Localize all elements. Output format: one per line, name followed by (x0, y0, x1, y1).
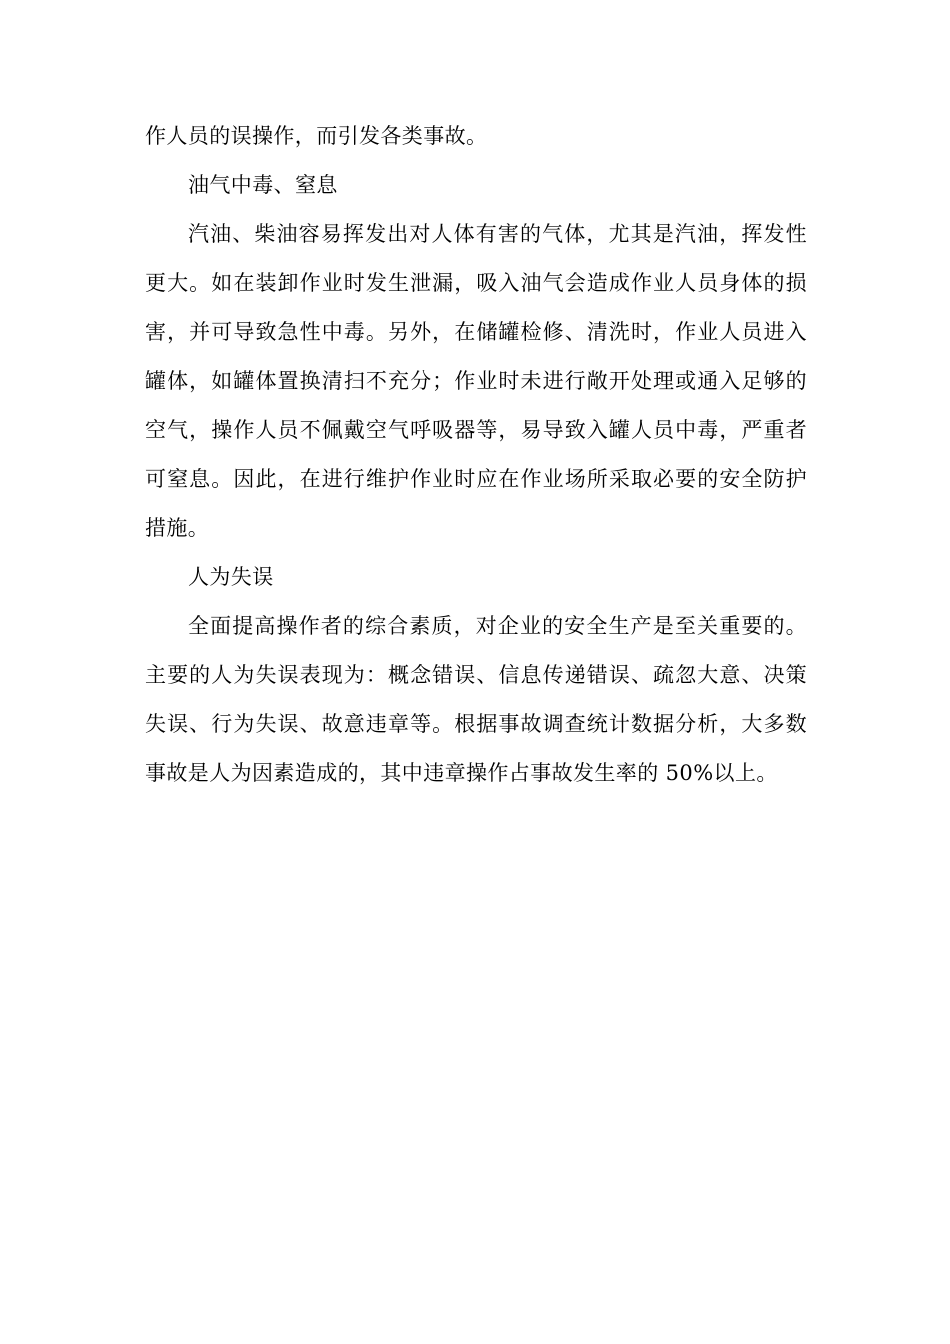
section-heading-human-error: 人为失误 (188, 565, 274, 589)
paragraph-line: 害，并可导致急性中毒。另外，在储罐检修、清洗时，作业人员进入 (145, 320, 807, 344)
paragraph-line: 罐体，如罐体置换清扫不充分；作业时未进行敞开处理或通入足够的 (145, 369, 807, 393)
paragraph-line: 事故是人为因素造成的，其中违章操作占事故发生率的 50%以上。 (145, 761, 778, 785)
paragraph-line: 可窒息。因此，在进行维护作业时应在作业场所采取必要的安全防护 (145, 467, 807, 491)
document-page (145, 112, 807, 798)
paragraph-line: 汽油、柴油容易挥发出对人体有害的气体，尤其是汽油，挥发性 (188, 222, 807, 246)
paragraph-line: 失误、行为失误、故意违章等。根据事故调查统计数据分析，大多数 (145, 712, 807, 736)
paragraph-line: 空气，操作人员不佩戴空气呼吸器等，易导致入罐人员中毒，严重者 (145, 418, 807, 442)
paragraph-continuation: 作人员的误操作，而引发各类事故。 (145, 124, 488, 148)
paragraph-line: 措施。 (145, 516, 210, 540)
section-heading-oil-gas-poisoning: 油气中毒、窒息 (188, 173, 338, 197)
paragraph-line: 更大。如在装卸作业时发生泄漏，吸入油气会造成作业人员身体的损 (145, 271, 807, 295)
paragraph-line: 主要的人为失误表现为：概念错误、信息传递错误、疏忽大意、决策 (145, 663, 807, 687)
paragraph-line: 全面提高操作者的综合素质，对企业的安全生产是至关重要的。 (188, 614, 807, 638)
